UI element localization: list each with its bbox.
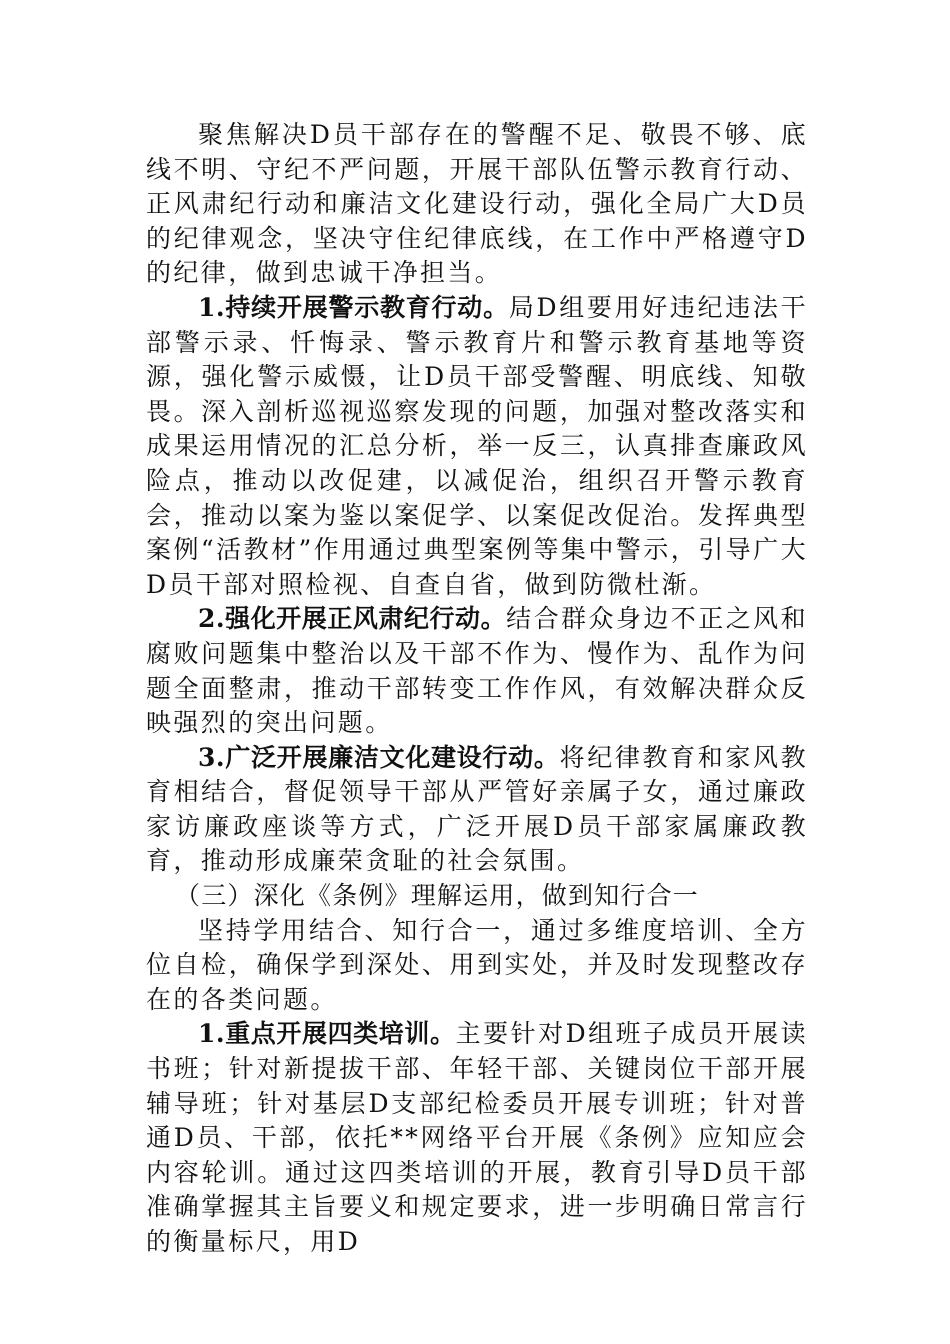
paragraph-text: 坚持学用结合、知行合一，通过多维度培训、全方位自检，确保学到深处、用到实处，并及时发现整改存在的各类问题。 [146,915,808,1014]
paragraph-lead: 1.重点开展四类培训。 [198,1019,456,1049]
paragraph-text: 主要针对D组班子成员开展读书班；针对新提拔干部、年轻干部、关键岗位干部开展辅导班；针对基层D支部纪检委员开展专训班；针对普通D员、干部，依托**网络平台开展《条例》应知应会内容轮训。通过这四类培训的开展，教育引导D员干部准确掌握其主旨要义和规定要求，进一步明确日常言行的衡量标尺，用D [146,1019,808,1256]
section-heading: （三）深化《条例》理解运用，做到知行合一 [175,881,700,911]
paragraph-text: 将纪律教育和家风教育相结合，督促领导干部从严管好亲属子女，通过廉政家访廉政座谈等方式，广泛开展D员干部家属廉政教育，推动形成廉荣贪耻的社会氛围。 [146,742,808,876]
paragraph-integrity-culture [146,741,808,879]
paragraph-warning-education [146,291,808,602]
paragraph-intro [146,118,808,291]
paragraph-text: 局D组要用好违纪违法干部警示录、忏悔录、警示教育片和警示教育基地等资源，强化警示威慑，让D员干部受警醒、明底线、知敬畏。深入剖析巡视巡察发现的问题，加强对整改落实和成果运用情况的汇总分析，举一反三，认真排查廉政风险点，推动以改促建，以减促治，组织召开警示教育会，推动以案为鉴以案促学、以案促改促治。发挥典型案例“活教材”作用通过典型案例等集中警示，引导广大D员干部对照检视、自查自省，做到防微杜渐。 [146,292,808,599]
paragraph-lead: 3.广泛开展廉洁文化建设行动。 [198,742,560,772]
paragraph-learning-practice [146,914,808,1018]
paragraph-lead: 2.强化开展正风肃纪行动。 [198,604,507,634]
document-page [146,118,808,1260]
paragraph-four-trainings [146,1017,808,1259]
paragraph-discipline-action [146,602,808,740]
paragraph-text: 聚焦解决D员干部存在的警醒不足、敬畏不够、底线不明、守纪不严问题，开展干部队伍警示教育行动、正风肃纪行动和廉洁文化建设行动，强化全局广大D员的纪律观念，坚决守住纪律底线，在工作中严格遵守D的纪律，做到忠诚干净担当。 [146,120,808,288]
paragraph-lead: 1.持续开展警示教育行动。 [198,292,509,322]
paragraph-text: 结合群众身边不正之风和腐败问题集中整治以及干部不作为、慢作为、乱作为问题全面整肃，推动干部转变工作作风，有效解决群众反映强烈的突出问题。 [146,604,808,738]
